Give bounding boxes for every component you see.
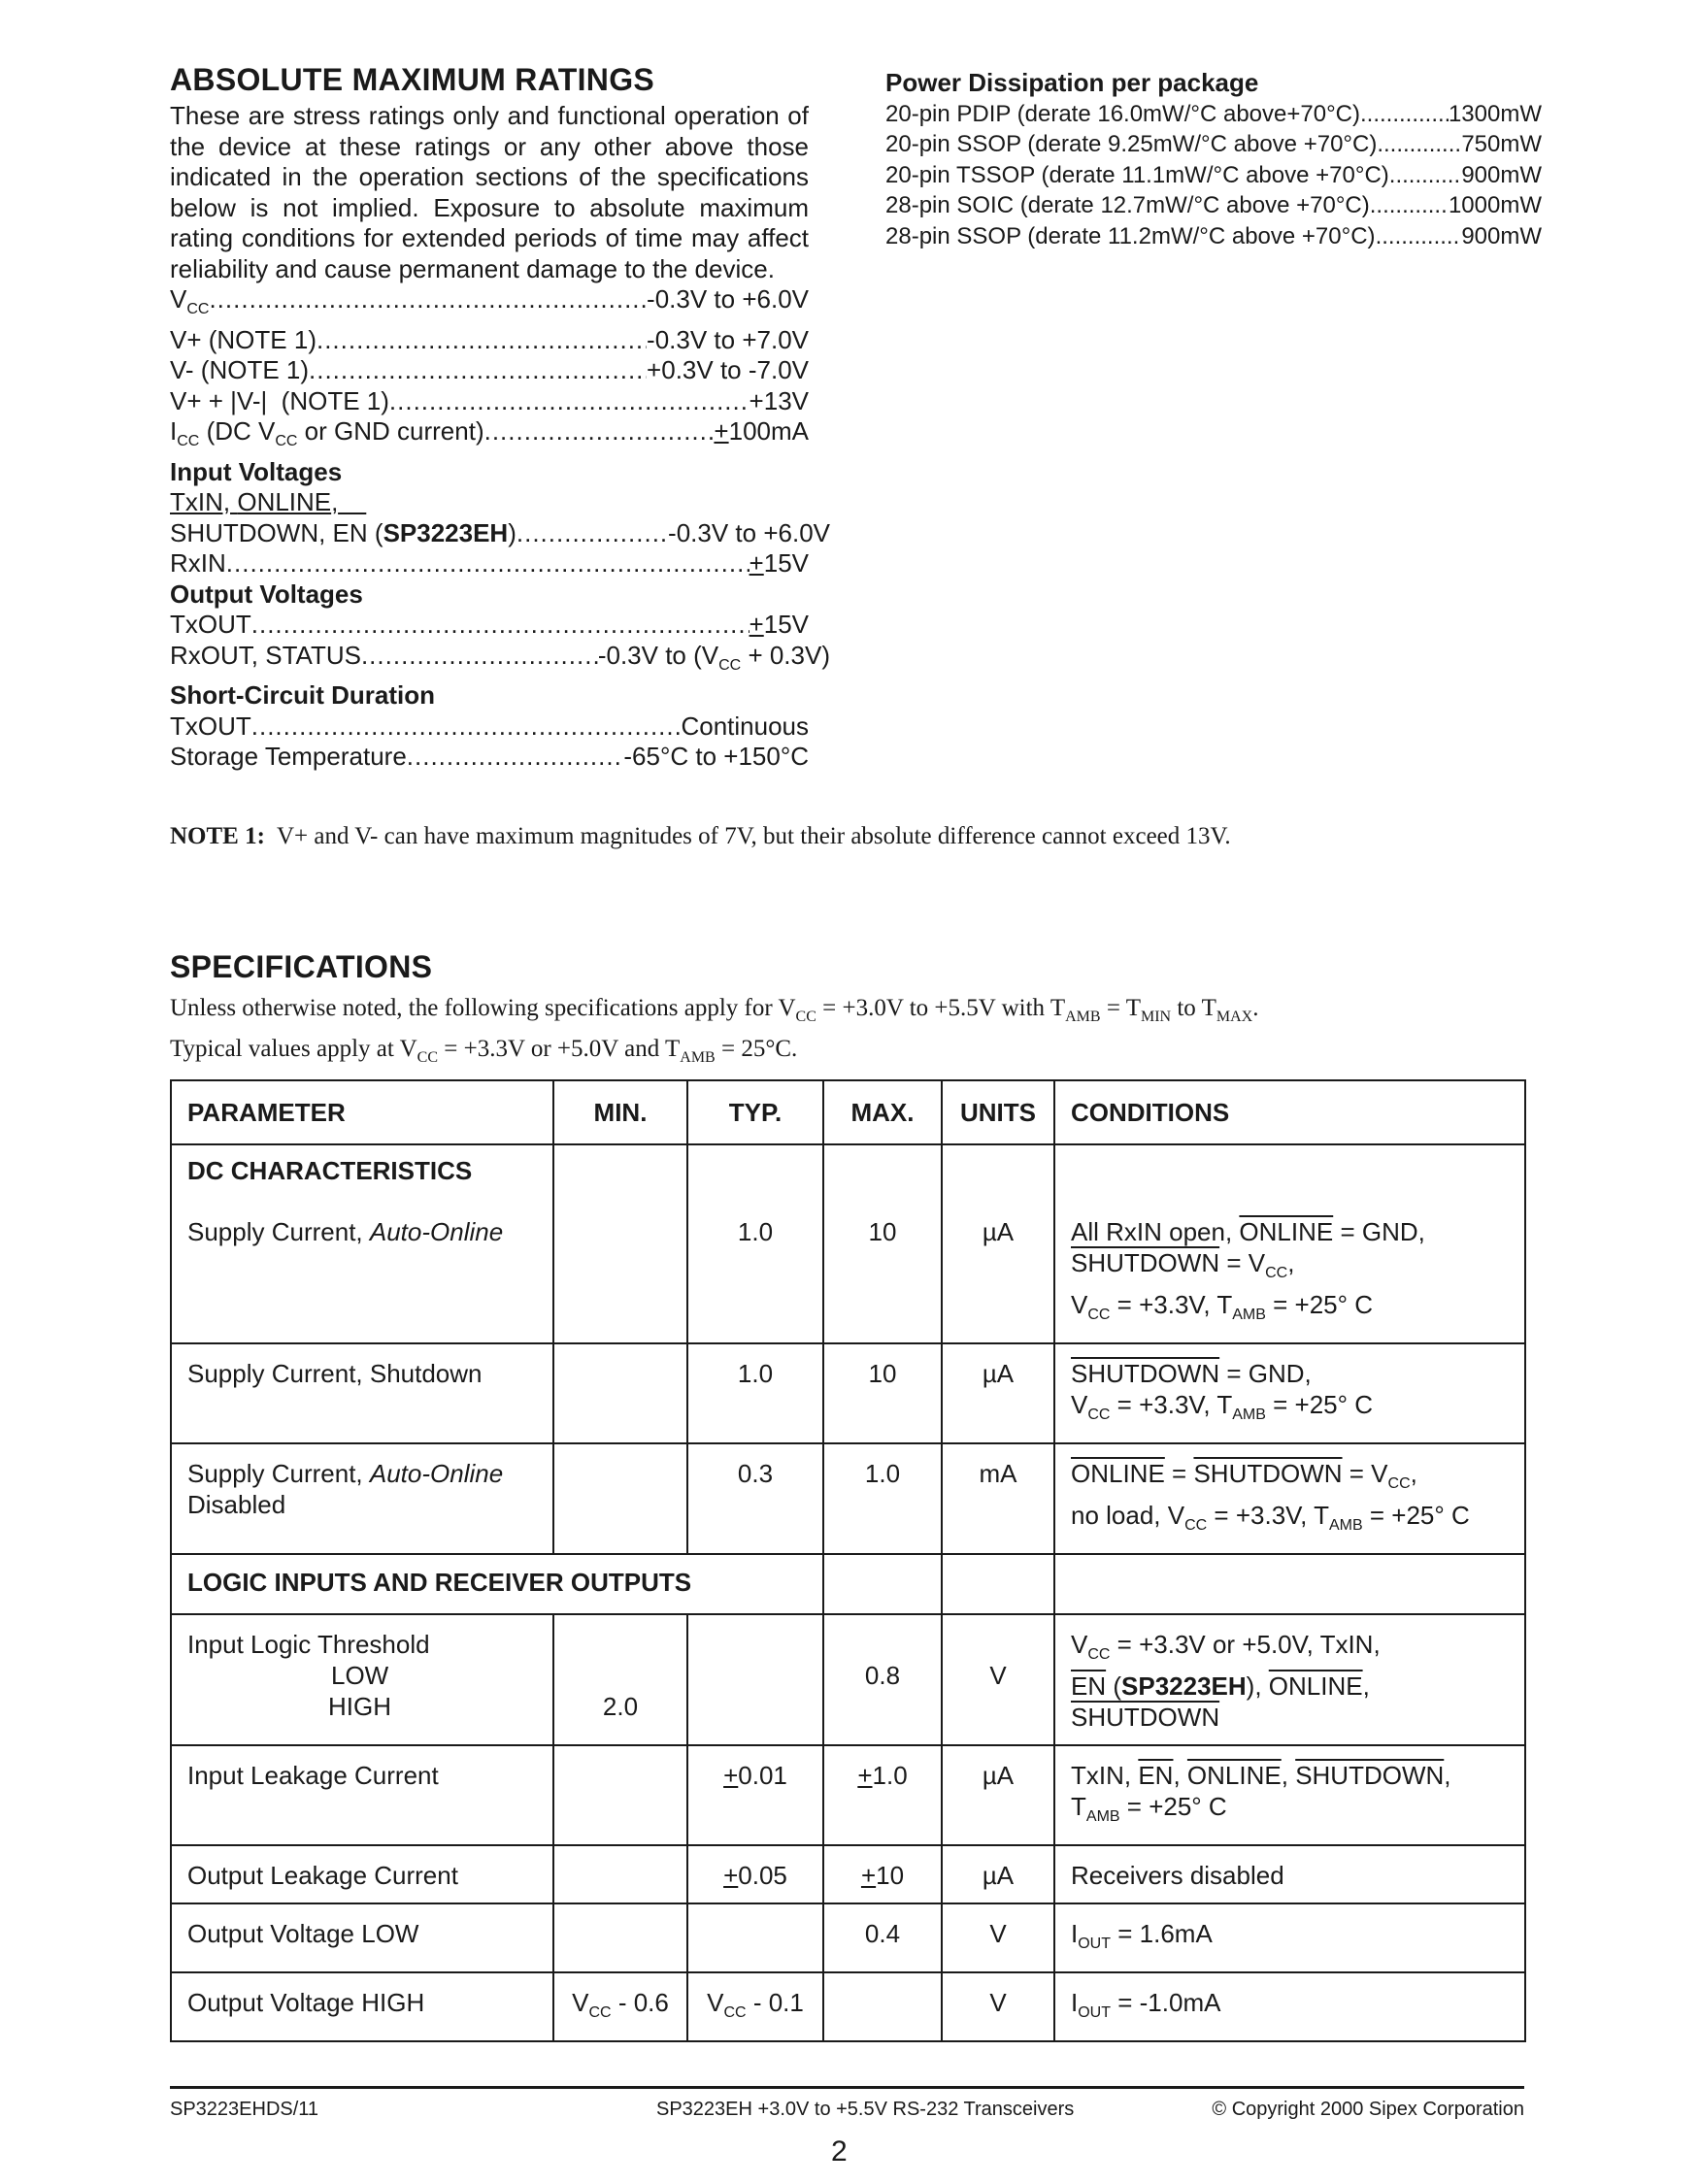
vcc-rating: $V_{CC}$ ..... -0.3V to +6.0V xyxy=(170,284,809,325)
footer-copyright: © Copyright 2000 Sipex Corporation xyxy=(1212,2099,1524,2120)
note-1-text: V+ and V- can have maximum magnitudes of 7V, but their absolute difference cannot exceed 13V. xyxy=(277,823,1231,849)
vsum-rating: V+ + |V-| (NOTE 1) ..... +13V xyxy=(170,386,809,417)
amr-intro: These are stress ratings only and functional operation of the device at these ratings or any other above those indicated in the operation sections of the specifications below is not implied. Exposure to absolute maximum rating conditions for extended periods of time may affect reliability and cause permanent damage to the device. xyxy=(170,101,809,283)
txout-short-rating: TxOUT ..... Continuous xyxy=(170,711,809,743)
vplus-rating: V+ (NOTE 1) ..... -0.3V to +7.0V xyxy=(170,325,809,356)
table-row: Output Voltage LOW 0.4 V $I_{OUT} = 1.6mA$ xyxy=(171,1903,1525,1972)
icc-rating: $I_{CC}$ (DC $V_{CC}$ or GND current) ..... +100mA xyxy=(170,416,809,457)
spec-title: SPECIFICATIONS xyxy=(170,949,433,984)
vminus-rating: V- (NOTE 1) ..... +0.3V to -7.0V xyxy=(170,355,809,386)
table-row: Supply Current, Auto-Online Disabled 0.3 1.0 mA ONLINE = SHUTDOWN = $V_{CC}$, no load, $V_{CC} = +3.3V$, $T_{AMB} = +25^\circ$ C xyxy=(171,1443,1525,1554)
power-block xyxy=(885,68,1542,251)
table-row: DC CHARACTERISTICS Supply Current, Auto-Online 1.0 10 µA All RxIN open, ONLINE = GND, SHUTDOWN = $V_{CC}$, $V_{CC} = +3.3V$, $T_{AMB} = +25^\circ$ C xyxy=(171,1144,1525,1343)
r4-conditions: $V_{CC} = +3.3V$ or +5.0V, TxIN, $\overline{EN}$ (SP3223EH), ONLINE, SHUTDOWN xyxy=(1054,1614,1525,1745)
r2-conditions: SHUTDOWN = GND, $V_{CC} = +3.3V$, $T_{AMB} = +25^\circ$ C xyxy=(1054,1343,1525,1443)
rxin-rating: RxIN ..... +15V xyxy=(170,548,809,579)
r5-conditions: TxIN, $\overline{EN}$, ONLINE, SHUTDOWN, $T_{AMB} = +25^\circ$ C xyxy=(1054,1745,1525,1845)
footer-rule xyxy=(170,2086,1524,2089)
specifications-table xyxy=(170,1079,1526,2042)
r3-conditions: ONLINE = SHUTDOWN = $V_{CC}$, no load, $V_{CC} = +3.3V$, $T_{AMB} = +25^\circ$ C xyxy=(1054,1443,1525,1554)
col-conditions: CONDITIONS xyxy=(1054,1080,1525,1144)
table-row: Output Voltage HIGH $V_{CC} - 0.6$ $V_{CC} - 0.1$ V $I_{OUT} = -1.0mA$ xyxy=(171,1972,1525,2041)
txout-rating: TxOUT ..... +15V xyxy=(170,610,809,641)
col-parameter: PARAMETER xyxy=(171,1080,553,1144)
short-circuit-heading: Short-Circuit Duration xyxy=(170,680,435,710)
table-row: Input Leakage Current +0.01 +1.0 µA TxIN, $\overline{EN}$, ONLINE, SHUTDOWN, $T_{AMB} = +25^\circ$ C xyxy=(171,1745,1525,1845)
footer-doc-id: SP3223EHDS/11 xyxy=(170,2099,319,2120)
table-row: Supply Current, Shutdown 1.0 10 µA SHUTDOWN = GND, $V_{CC} = +3.3V$, $T_{AMB} = +25^\circ$ C xyxy=(171,1343,1525,1443)
col-units: UNITS xyxy=(942,1080,1054,1144)
amr-block xyxy=(170,101,830,773)
spec-intro-line-2: Typical values apply at $V_{CC} = +3.3V$ or +5.0V and $T_{AMB} = 25^\circ C$. xyxy=(170,1036,798,1066)
input-voltages-heading: Input Voltages xyxy=(170,456,343,486)
power-line: 20-pin TSSOP (derate 11.1mW/°C above +70°C) ..... 900mW xyxy=(885,160,1542,191)
power-line: 20-pin SSOP (derate 9.25mW/°C above +70°C) ..... 750mW xyxy=(885,129,1542,160)
footer-product: SP3223EH +3.0V to +5.5V RS-232 Transceivers xyxy=(656,2099,1075,2120)
power-line: 28-pin SOIC (derate 12.7mW/°C above +70°C) ..... 1000mW xyxy=(885,190,1542,221)
col-max: MAX. xyxy=(823,1080,942,1144)
power-line: 28-pin SSOP (derate 11.2mW/°C above +70°C) ..... 900mW xyxy=(885,221,1542,252)
table-row: Input Logic Threshold LOW HIGH 2.0 0.8 V $V_{CC} = +3.3V$ or +5.0V, TxIN, $\overline{EN}$ (SP3223EH), ONLINE, SHUTDOWN xyxy=(171,1614,1525,1745)
amr-title: ABSOLUTE MAXIMUM RATINGS xyxy=(170,62,655,97)
storage-temp-rating: Storage Temperature ..... -65°C to +150°C xyxy=(170,742,809,773)
col-typ: TYP. xyxy=(687,1080,823,1144)
power-line: 20-pin PDIP (derate 16.0mW/°C above+70°C) ..... 1300mW xyxy=(885,99,1542,130)
shutdown-en-rating: SHUTDOWN, $\overline{EN}$ (SP3223EH) ..... -0.3V to +6.0V xyxy=(170,518,830,549)
table-row: Output Leakage Current +0.05 +10 µA Receivers disabled xyxy=(171,1845,1525,1903)
logic-heading: LOGIC INPUTS AND RECEIVER OUTPUTS xyxy=(171,1554,823,1614)
output-voltages-heading: Output Voltages xyxy=(170,579,363,609)
power-heading: Power Dissipation per package xyxy=(885,68,1259,97)
col-min: MIN. xyxy=(553,1080,687,1144)
rxout-status-rating: RxOUT, STATUS ..... -0.3V to $(V_{CC} + 0.3V)$ xyxy=(170,641,830,681)
note-1 xyxy=(170,823,1231,850)
page-number: 2 xyxy=(831,2135,848,2167)
txin-online-line: TxIN, ONLINE, xyxy=(170,487,339,516)
r1-conditions: All RxIN open, ONLINE = GND, SHUTDOWN = $V_{CC}$, $V_{CC} = +3.3V$, $T_{AMB} = +25^\circ$ C xyxy=(1054,1144,1525,1343)
dc-heading: DC CHARACTERISTICS xyxy=(187,1156,473,1185)
spec-intro-line-1: Unless otherwise noted, the following specifications apply for $V_{CC} = +3.0V$ to +5.5V with $T_{AMB} = T_{MIN}$ to $T_{MAX}$. xyxy=(170,995,1259,1025)
spec-intro xyxy=(170,992,1258,1074)
table-header-row xyxy=(171,1080,1525,1144)
note-1-label: NOTE 1: xyxy=(170,823,265,849)
table-row xyxy=(171,1554,1525,1614)
